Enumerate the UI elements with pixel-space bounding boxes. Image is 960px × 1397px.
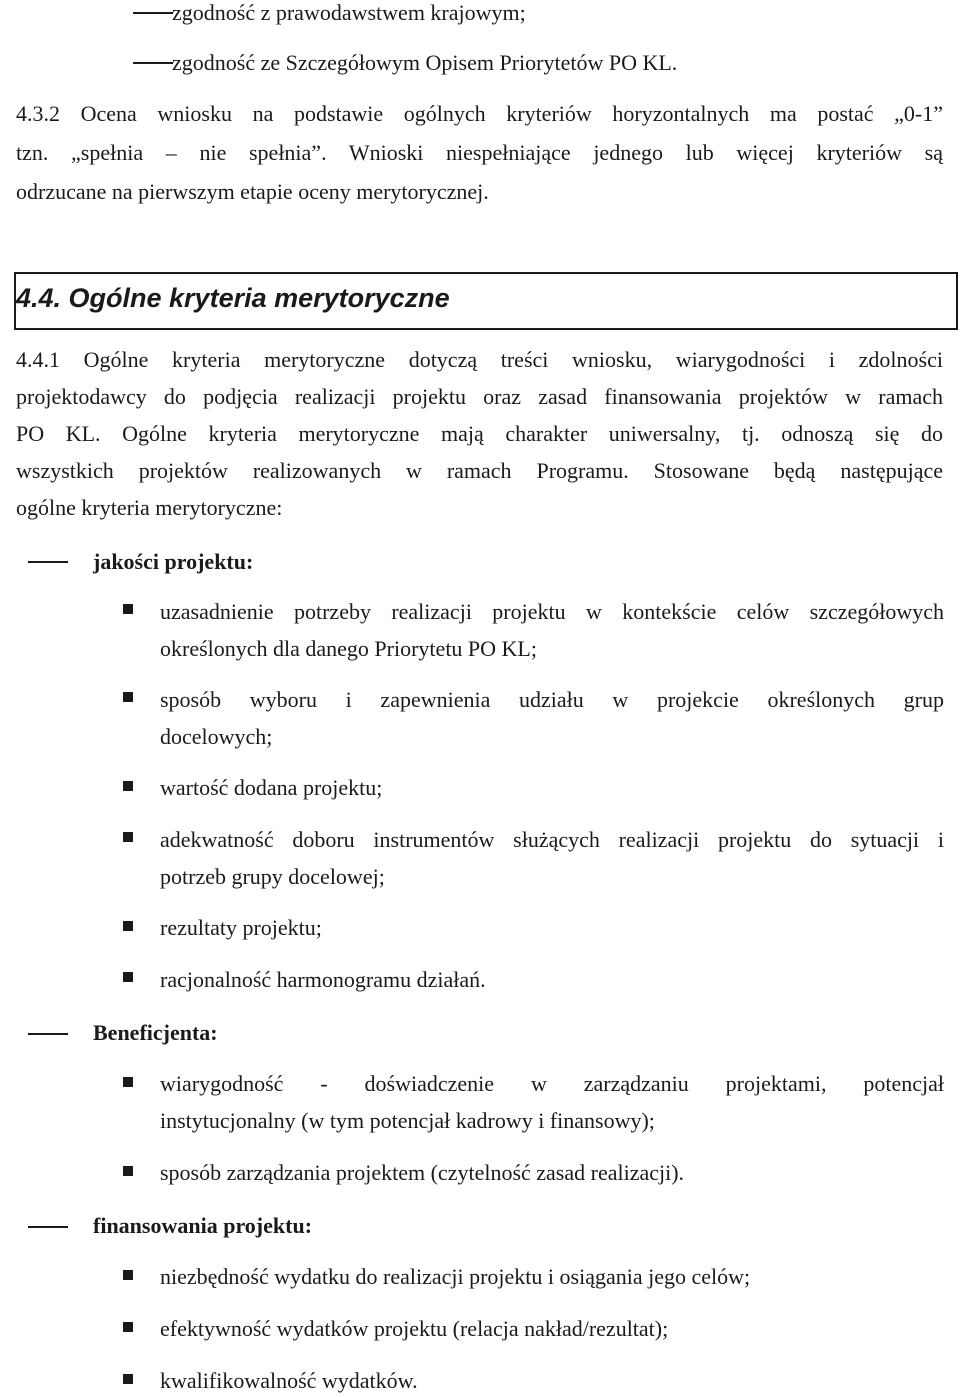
- paragraph-line: 4.3.2 Ocena wniosku na podstawie ogólnych kryteriów horyzontalnych ma postać „0-1”: [16, 101, 943, 126]
- list-item: sposób zarządzania projektem (czytelność zasad realizacji).: [160, 1160, 685, 1185]
- dash-marker: [133, 62, 173, 64]
- list-item: zgodność z prawodawstwem krajowym;: [172, 0, 526, 25]
- list-item: efektywność wydatków projektu (relacja nakład/rezultat);: [160, 1316, 669, 1341]
- list-item: zgodność ze Szczegółowym Opisem Priorytetów PO KL.: [172, 50, 678, 75]
- list-item-continuation: potrzeb grupy docelowej;: [160, 864, 385, 889]
- dash-marker: [28, 561, 68, 563]
- square-bullet-icon: [123, 1322, 133, 1332]
- list-item: niezbędność wydatku do realizacji projektu i osiągania jego celów;: [160, 1264, 751, 1289]
- paragraph-line: tzn. „spełnia – nie spełnia”. Wnioski niespełniające jednego lub więcej kryteriów są: [16, 140, 943, 165]
- dash-marker: [28, 1033, 68, 1035]
- square-bullet-icon: [123, 1270, 133, 1280]
- group-title: jakości projektu:: [93, 549, 254, 574]
- square-bullet-icon: [123, 1166, 133, 1176]
- list-item: sposób wyboru i zapewnienia udziału w projekcie określonych grup: [160, 687, 944, 712]
- square-bullet-icon: [123, 781, 133, 791]
- square-bullet-icon: [123, 972, 133, 982]
- square-bullet-icon: [123, 1374, 133, 1384]
- square-bullet-icon: [123, 604, 133, 614]
- paragraph-line: ogólne kryteria merytoryczne:: [16, 495, 283, 520]
- list-item-continuation: określonych dla danego Priorytetu PO KL;: [160, 636, 537, 661]
- square-bullet-icon: [123, 832, 133, 842]
- section-heading: 4.4. Ogólne kryteria merytoryczne: [16, 283, 450, 313]
- list-item: racjonalność harmonogramu działań.: [160, 967, 486, 992]
- paragraph-line: wszystkich projektów realizowanych w ramach Programu. Stosowane będą następujące: [16, 458, 943, 483]
- list-item: wiarygodność - doświadczenie w zarządzaniu projektami, potencjał: [160, 1071, 944, 1096]
- list-item: kwalifikowalność wydatków.: [160, 1368, 418, 1393]
- dash-marker: [133, 12, 173, 14]
- paragraph-line: PO KL. Ogólne kryteria merytoryczne mają charakter uniwersalny, tj. odnoszą się do: [16, 421, 943, 446]
- list-item: adekwatność doboru instrumentów służących realizacji projektu do sytuacji i: [160, 827, 944, 852]
- paragraph-line: projektodawcy do podjęcia realizacji projektu oraz zasad finansowania projektów w ramach: [16, 384, 943, 409]
- list-item: rezultaty projektu;: [160, 915, 322, 940]
- list-item: wartość dodana projektu;: [160, 775, 383, 800]
- group-title: finansowania projektu:: [93, 1213, 313, 1238]
- square-bullet-icon: [123, 1077, 133, 1087]
- paragraph-line: 4.4.1 Ogólne kryteria merytoryczne dotyczą treści wniosku, wiarygodności i zdolności: [16, 347, 943, 372]
- paragraph-line: odrzucane na pierwszym etapie oceny merytorycznej.: [16, 179, 489, 204]
- square-bullet-icon: [123, 692, 133, 702]
- list-item: uzasadnienie potrzeby realizacji projektu w kontekście celów szczegółowych: [160, 599, 944, 624]
- list-item-continuation: instytucjonalny (w tym potencjał kadrowy i finansowy);: [160, 1108, 655, 1133]
- square-bullet-icon: [123, 921, 133, 931]
- list-item-continuation: docelowych;: [160, 724, 273, 749]
- group-title: Beneficjenta:: [93, 1020, 218, 1045]
- dash-marker: [28, 1226, 68, 1228]
